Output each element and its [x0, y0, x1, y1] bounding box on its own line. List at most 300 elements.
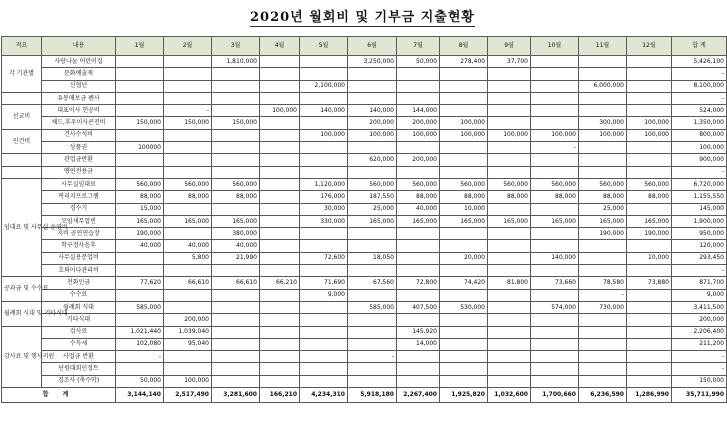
month-value-cell: 25,000	[348, 203, 397, 215]
month-value-cell	[531, 105, 579, 117]
item-cell: 상품권	[42, 142, 116, 154]
month-value-cell	[488, 117, 531, 129]
month-value-cell: 100,000	[348, 129, 397, 141]
month-sum-cell: 2,267,400	[397, 388, 440, 403]
row-total-cell: 293,450	[672, 252, 727, 264]
month-value-cell	[579, 154, 627, 166]
month-value-cell	[627, 92, 672, 104]
month-value-cell	[488, 228, 531, 240]
month-value-cell: 40,000	[212, 240, 260, 252]
item-cell: 전화인금	[42, 277, 116, 289]
grand-total-cell: 35,711,990	[672, 388, 727, 403]
month-value-cell	[440, 338, 488, 350]
month-value-cell	[488, 314, 531, 326]
month-value-cell: 150,000	[164, 117, 212, 129]
page-title: 2020년 월회비 및 기부금 지출현황	[250, 10, 475, 25]
month-value-cell	[348, 228, 397, 240]
month-value-cell: 150,000	[116, 117, 164, 129]
month-value-cell	[212, 338, 260, 350]
month-value-cell	[488, 301, 531, 313]
month-value-cell	[300, 92, 348, 104]
month-value-cell: 165,000	[488, 215, 531, 227]
month-value-cell: 560,000	[116, 178, 164, 190]
column-header: 1월	[116, 37, 164, 56]
month-sum-cell: 3,144,140	[116, 388, 164, 403]
month-value-cell: 88,000	[488, 191, 531, 203]
month-value-cell: 71,690	[300, 277, 348, 289]
month-value-cell: 67,560	[348, 277, 397, 289]
month-value-cell	[440, 228, 488, 240]
table-row	[2, 363, 727, 375]
month-value-cell	[440, 289, 488, 301]
month-value-cell	[531, 228, 579, 240]
month-value-cell	[164, 80, 212, 92]
table-row	[2, 92, 727, 104]
column-header: 9월	[488, 37, 531, 56]
month-value-cell: 176,000	[300, 191, 348, 203]
month-value-cell: 165,000	[440, 215, 488, 227]
month-sum-cell: 4,234,310	[300, 388, 348, 403]
month-value-cell	[627, 351, 672, 363]
month-value-cell: 88,000	[164, 191, 212, 203]
month-value-cell	[397, 80, 440, 92]
table-row	[2, 265, 727, 277]
table-row	[2, 154, 727, 166]
month-value-cell	[627, 80, 672, 92]
month-value-cell	[579, 142, 627, 154]
month-value-cell	[531, 326, 579, 338]
month-value-cell	[488, 326, 531, 338]
month-value-cell	[260, 154, 300, 166]
month-value-cell: 6,000,000	[579, 80, 627, 92]
month-value-cell: 15,000	[116, 203, 164, 215]
month-value-cell	[531, 289, 579, 301]
month-value-cell: 74,420	[440, 277, 488, 289]
month-value-cell: -	[348, 351, 397, 363]
month-value-cell	[212, 80, 260, 92]
month-value-cell: 560,000	[164, 178, 212, 190]
month-value-cell	[531, 80, 579, 92]
month-value-cell	[300, 363, 348, 375]
column-header: 11월	[579, 37, 627, 56]
month-value-cell	[260, 117, 300, 129]
month-value-cell	[300, 166, 348, 178]
month-value-cell	[397, 363, 440, 375]
month-value-cell: 88,000	[397, 191, 440, 203]
month-value-cell: 88,000	[627, 191, 672, 203]
row-total-cell: 524,000	[672, 105, 727, 117]
item-cell: 유봉매보금 펜사	[42, 92, 116, 104]
month-value-cell: 3,250,000	[348, 56, 397, 68]
month-value-cell	[260, 228, 300, 240]
month-value-cell	[531, 314, 579, 326]
month-value-cell: -	[579, 289, 627, 301]
month-value-cell: 200,000	[348, 117, 397, 129]
month-value-cell	[300, 142, 348, 154]
month-value-cell	[116, 363, 164, 375]
month-value-cell: 200,000	[397, 117, 440, 129]
month-value-cell	[440, 154, 488, 166]
month-value-cell	[212, 92, 260, 104]
month-value-cell	[116, 92, 164, 104]
month-value-cell	[260, 351, 300, 363]
month-value-cell	[531, 203, 579, 215]
category-cell: 감사료 및 행사지원	[2, 326, 42, 387]
month-value-cell	[440, 326, 488, 338]
month-value-cell	[397, 228, 440, 240]
month-value-cell	[300, 117, 348, 129]
month-value-cell	[488, 142, 531, 154]
month-value-cell	[440, 142, 488, 154]
expense-table	[1, 36, 727, 403]
month-value-cell	[531, 375, 579, 387]
item-cell: 월례회 식대	[42, 301, 116, 313]
month-value-cell	[397, 289, 440, 301]
item-cell: 단원대회인정트	[42, 363, 116, 375]
table-row	[2, 252, 727, 264]
month-value-cell	[440, 375, 488, 387]
month-value-cell	[212, 129, 260, 141]
month-value-cell: 530,000	[440, 301, 488, 313]
month-value-cell	[488, 363, 531, 375]
table-row	[2, 117, 727, 129]
item-cell: 수득세	[42, 338, 116, 350]
month-sum-cell: 1,032,600	[488, 388, 531, 403]
month-value-cell	[164, 265, 212, 277]
month-value-cell	[348, 166, 397, 178]
month-sum-cell: 2,517,490	[164, 388, 212, 403]
month-value-cell	[440, 265, 488, 277]
month-value-cell	[116, 80, 164, 92]
month-value-cell	[212, 265, 260, 277]
month-value-cell: 9,000	[300, 289, 348, 301]
month-value-cell	[531, 166, 579, 178]
table-row	[2, 215, 727, 227]
item-cell: 경조사 (축수막)	[42, 375, 116, 387]
month-value-cell	[260, 215, 300, 227]
item-cell: 경수기	[42, 203, 116, 215]
month-value-cell	[260, 375, 300, 387]
month-value-cell	[488, 265, 531, 277]
category-cell: 인건비	[2, 129, 42, 154]
month-value-cell	[300, 154, 348, 166]
month-value-cell	[348, 80, 397, 92]
month-value-cell	[488, 375, 531, 387]
month-value-cell: 140,000	[531, 252, 579, 264]
month-value-cell	[440, 80, 488, 92]
month-value-cell: 2,100,000	[300, 80, 348, 92]
month-value-cell: 190,000	[627, 228, 672, 240]
month-value-cell	[397, 351, 440, 363]
month-value-cell: 1,120,000	[300, 178, 348, 190]
month-value-cell	[531, 92, 579, 104]
month-value-cell	[579, 265, 627, 277]
month-value-cell: 10,000	[627, 252, 672, 264]
month-value-cell	[260, 92, 300, 104]
row-total-cell: 871,700	[672, 277, 727, 289]
month-value-cell	[164, 228, 212, 240]
column-header: 6월	[348, 37, 397, 56]
table-row	[2, 142, 727, 154]
month-value-cell: 1,039,040	[164, 326, 212, 338]
month-value-cell	[300, 228, 348, 240]
month-value-cell: 50,000	[397, 56, 440, 68]
month-value-cell	[488, 92, 531, 104]
month-value-cell: 144,000	[397, 105, 440, 117]
month-value-cell	[348, 289, 397, 301]
month-value-cell: 100,000	[397, 129, 440, 141]
month-value-cell	[397, 92, 440, 104]
month-value-cell	[397, 265, 440, 277]
month-value-cell: 72,600	[300, 252, 348, 264]
month-value-cell	[348, 142, 397, 154]
month-value-cell	[164, 363, 212, 375]
month-value-cell: 190,000	[116, 228, 164, 240]
month-value-cell: 88,000	[212, 191, 260, 203]
item-cell: 체드,후우이사콘진비	[42, 117, 116, 129]
month-value-cell: 37,700	[488, 56, 531, 68]
month-value-cell	[116, 314, 164, 326]
month-value-cell	[397, 240, 440, 252]
column-header: 7월	[397, 37, 440, 56]
month-value-cell: 10,000	[440, 203, 488, 215]
month-value-cell	[579, 363, 627, 375]
table-row	[2, 166, 727, 178]
month-value-cell	[164, 203, 212, 215]
month-sum-cell: 1,700,660	[531, 388, 579, 403]
month-value-cell: 95,040	[164, 338, 212, 350]
row-total-cell: 9,000	[672, 289, 727, 301]
table-row	[2, 338, 727, 350]
month-value-cell: 560,000	[531, 178, 579, 190]
month-value-cell: 200,000	[397, 154, 440, 166]
item-cell: 지비 공연연습장	[42, 228, 116, 240]
month-value-cell: 165,000	[348, 215, 397, 227]
table-header	[2, 37, 727, 56]
month-sum-cell: 6,236,590	[579, 388, 627, 403]
month-value-cell: 730,000	[579, 301, 627, 313]
month-value-cell: -	[116, 351, 164, 363]
month-value-cell	[627, 375, 672, 387]
month-value-cell	[348, 314, 397, 326]
month-value-cell	[488, 105, 531, 117]
month-value-cell	[116, 105, 164, 117]
month-value-cell: 88,000	[116, 191, 164, 203]
month-value-cell	[300, 56, 348, 68]
month-value-cell	[116, 265, 164, 277]
month-value-cell: -	[531, 142, 579, 154]
month-value-cell: 72,800	[397, 277, 440, 289]
month-value-cell: 560,000	[579, 178, 627, 190]
month-value-cell	[260, 129, 300, 141]
item-cell: 맹연전용금	[42, 166, 116, 178]
month-value-cell	[212, 363, 260, 375]
table-row	[2, 228, 727, 240]
month-value-cell	[212, 326, 260, 338]
month-value-cell	[579, 166, 627, 178]
column-header: 8월	[440, 37, 488, 56]
month-value-cell	[531, 240, 579, 252]
month-value-cell	[627, 363, 672, 375]
category-cell: 선교비	[2, 105, 42, 130]
month-value-cell	[260, 203, 300, 215]
column-header: 5월	[300, 37, 348, 56]
month-value-cell	[300, 314, 348, 326]
month-value-cell: 100,000	[440, 129, 488, 141]
month-value-cell	[300, 338, 348, 350]
month-value-cell: 1,021,440	[116, 326, 164, 338]
row-total-cell: -	[672, 363, 727, 375]
month-value-cell: 560,000	[397, 178, 440, 190]
month-value-cell: 560,000	[488, 178, 531, 190]
month-value-cell	[212, 105, 260, 117]
table-row	[2, 80, 727, 92]
row-total-cell: 211,200	[672, 338, 727, 350]
month-value-cell	[260, 166, 300, 178]
month-value-cell	[260, 289, 300, 301]
row-total-cell: -	[672, 68, 727, 80]
month-value-cell: 66,210	[260, 277, 300, 289]
month-value-cell	[488, 351, 531, 363]
month-value-cell	[212, 289, 260, 301]
month-value-cell: 165,000	[627, 215, 672, 227]
month-value-cell: 77,620	[116, 277, 164, 289]
month-value-cell	[260, 240, 300, 252]
column-header: 합 계	[672, 37, 727, 56]
table-row	[2, 56, 727, 68]
month-value-cell	[348, 68, 397, 80]
month-value-cell	[260, 326, 300, 338]
month-value-cell	[488, 166, 531, 178]
month-value-cell	[212, 351, 260, 363]
month-value-cell	[440, 351, 488, 363]
month-value-cell	[116, 56, 164, 68]
month-value-cell	[488, 203, 531, 215]
month-value-cell: 100,000	[300, 129, 348, 141]
month-value-cell: 560,000	[440, 178, 488, 190]
item-cell: 학구정사음후	[42, 240, 116, 252]
category-cell	[2, 92, 42, 104]
column-header: 12월	[627, 37, 672, 56]
row-total-cell: 3,411,500	[672, 301, 727, 313]
month-value-cell	[579, 92, 627, 104]
month-value-cell: 187,550	[348, 191, 397, 203]
column-header: 적요	[2, 37, 42, 56]
month-value-cell	[397, 314, 440, 326]
month-value-cell	[627, 56, 672, 68]
month-value-cell: 560,000	[348, 178, 397, 190]
item-cell: 검사료	[42, 326, 116, 338]
month-value-cell: 574,000	[531, 301, 579, 313]
month-value-cell: 150,000	[212, 117, 260, 129]
month-value-cell	[488, 252, 531, 264]
table-row	[2, 375, 727, 387]
month-value-cell	[579, 56, 627, 68]
row-total-cell: 800,000	[672, 129, 727, 141]
month-value-cell: 145,920	[397, 326, 440, 338]
month-value-cell: 330,000	[300, 215, 348, 227]
month-value-cell	[164, 56, 212, 68]
row-total-cell: 6,720,000	[672, 178, 727, 190]
month-value-cell	[260, 314, 300, 326]
column-header: 2월	[164, 37, 212, 56]
month-sum-cell: 166,210	[260, 388, 300, 403]
row-total-cell: 950,000	[672, 228, 727, 240]
month-value-cell: 560,000	[212, 178, 260, 190]
month-value-cell	[164, 166, 212, 178]
column-header: 내용	[42, 37, 116, 56]
row-total-cell: 200,000	[672, 314, 727, 326]
month-value-cell	[627, 265, 672, 277]
month-value-cell	[488, 80, 531, 92]
row-total-cell: 2,206,400	[672, 326, 727, 338]
month-value-cell: 73,880	[627, 277, 672, 289]
sum-label: 합 계	[2, 388, 116, 403]
table-row	[2, 129, 727, 141]
month-value-cell	[212, 68, 260, 80]
month-sum-cell: 3,281,600	[212, 388, 260, 403]
month-value-cell: 140,000	[348, 105, 397, 117]
item-cell: 기타식대	[42, 314, 116, 326]
month-value-cell	[579, 326, 627, 338]
month-value-cell	[164, 351, 212, 363]
month-value-cell: 1,810,000	[212, 56, 260, 68]
month-value-cell: -	[164, 105, 212, 117]
month-value-cell	[579, 240, 627, 252]
month-value-cell	[260, 56, 300, 68]
month-value-cell	[397, 68, 440, 80]
category-cell: 각 기관별	[2, 56, 42, 93]
month-value-cell	[116, 252, 164, 264]
month-value-cell	[300, 68, 348, 80]
table-row	[2, 105, 727, 117]
month-value-cell	[627, 338, 672, 350]
month-value-cell	[627, 203, 672, 215]
month-value-cell: 100,000	[260, 105, 300, 117]
row-total-cell: 1,350,000	[672, 117, 727, 129]
month-value-cell: 407,500	[397, 301, 440, 313]
month-value-cell: 165,000	[116, 215, 164, 227]
month-value-cell	[164, 154, 212, 166]
row-total-cell: -	[672, 351, 727, 363]
month-value-cell: 40,000	[164, 240, 212, 252]
table-row	[2, 289, 727, 301]
category-cell	[2, 166, 42, 178]
item-cell: 복리지프로그램	[42, 191, 116, 203]
month-value-cell	[627, 105, 672, 117]
item-cell: 사랑나눔 어린이집	[42, 56, 116, 68]
month-value-cell	[627, 68, 672, 80]
row-total-cell: -	[672, 166, 727, 178]
item-cell: 사무실임대료	[42, 178, 116, 190]
month-value-cell: 165,000	[397, 215, 440, 227]
month-value-cell: 200,000	[164, 314, 212, 326]
month-value-cell: 140,000	[300, 105, 348, 117]
month-value-cell	[531, 117, 579, 129]
month-value-cell	[164, 92, 212, 104]
month-value-cell	[627, 314, 672, 326]
month-value-cell: 88,000	[531, 191, 579, 203]
month-value-cell: 380,000	[212, 228, 260, 240]
month-value-cell: 300,000	[579, 117, 627, 129]
month-value-cell	[627, 326, 672, 338]
month-value-cell: 40,000	[116, 240, 164, 252]
row-total-cell: -	[672, 92, 727, 104]
month-value-cell	[348, 240, 397, 252]
month-value-cell	[300, 326, 348, 338]
table-row	[2, 240, 727, 252]
row-total-cell: 150,000	[672, 375, 727, 387]
